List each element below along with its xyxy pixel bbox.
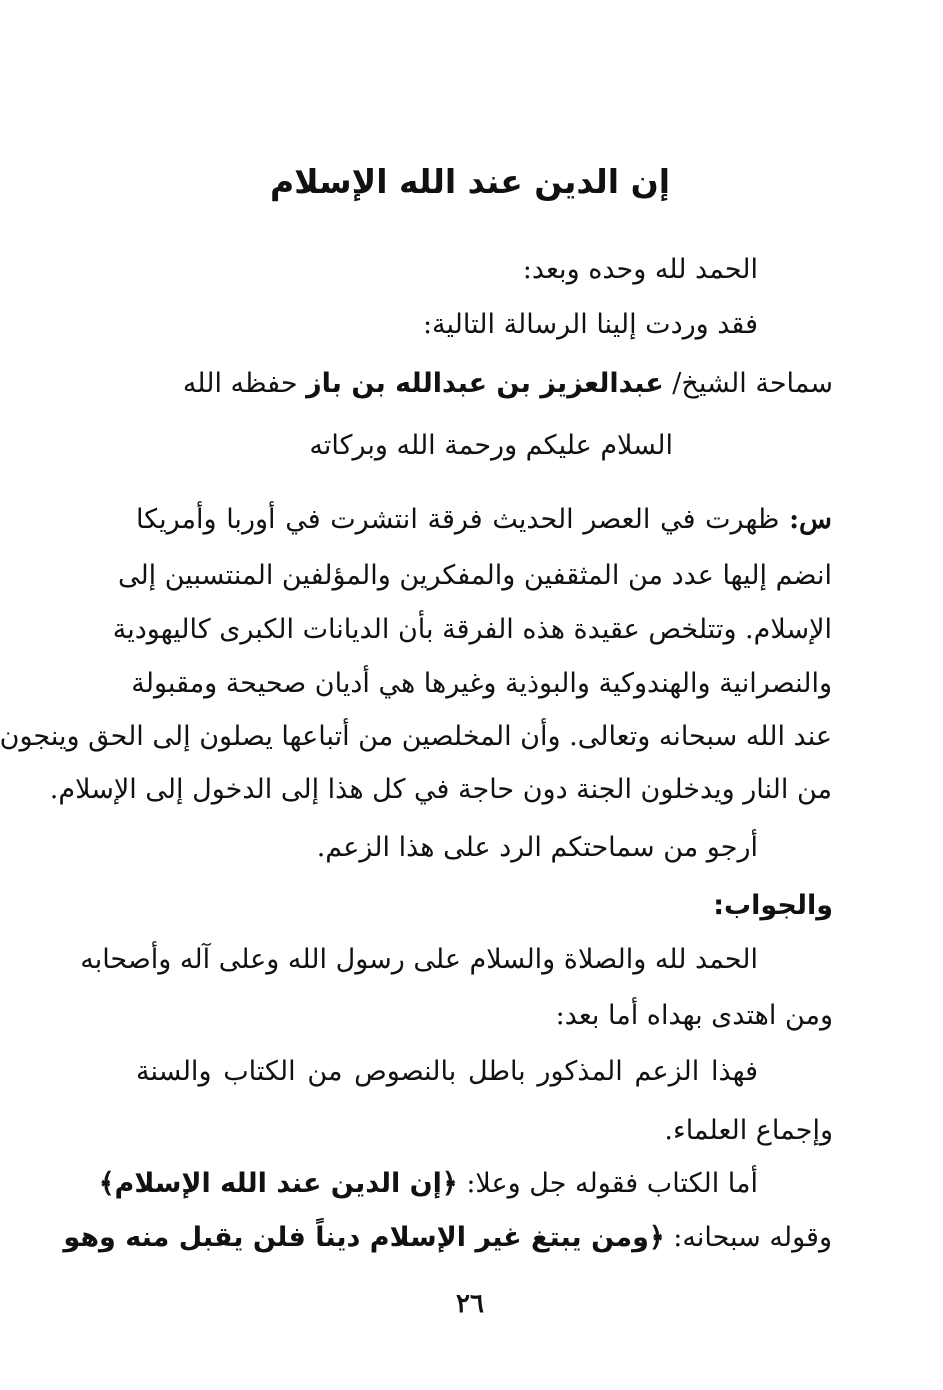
answer-line-4: وإجماع العلماء. (664, 1115, 833, 1146)
address-name: عبدالعزيز بن عبدالله بن باز (306, 368, 664, 399)
question-line-6: من النار ويدخلون الجنة دون حاجة في كل هذا إلى الدخول إلى الإسلام. (49, 774, 832, 805)
address-line (183, 364, 833, 404)
quran-verse-2: ﴿ومن يبتغ غير الإسلام ديناً فلن يقبل منه وهو (63, 1222, 665, 1253)
answer-line-6 (63, 1218, 832, 1258)
question-line-1-text: ظهرت في العصر الحديث فرقة انتشرت في أوربا وأمريكا (136, 504, 780, 535)
page-title: إن الدين عند الله الإسلام (269, 162, 671, 201)
address-suffix: حفظه الله (182, 368, 298, 399)
answer-heading: والجواب: (713, 890, 833, 921)
address-prefix: سماحة الشيخ/ (672, 368, 833, 399)
answer-line-1: الحمد لله والصلاة والسلام على رسول الله وعلى آله وأصحابه (80, 944, 758, 975)
answer-line-5 (99, 1164, 758, 1204)
answer-line-6-prefix: وقوله سبحانه: (673, 1222, 832, 1253)
question-line-7: أرجو من سماحتكم الرد على هذا الزعم. (316, 832, 758, 863)
question-line-4: والنصرانية والهندوكية والبوذية وغيرها هي أديان صحيحة ومقبولة (131, 668, 832, 699)
quran-verse-1: ﴿إن الدين عند الله الإسلام﴾ (98, 1168, 458, 1199)
answer-line-3: فهذا الزعم المذكور باطل بالنصوص من الكتاب والسنة (136, 1056, 758, 1087)
question-line-5: عند الله سبحانه وتعالى. وأن المخلصين من أتباعها يصلون إلى الحق وينجون (0, 721, 832, 752)
opening-line-1: الحمد لله وحده وبعد: (522, 254, 758, 285)
greeting-line: السلام عليكم ورحمة الله وبركاته (309, 430, 673, 461)
question-line-2: انضم إليها عدد من المثقفين والمفكرين والمؤلفين المنتسبين إلى (117, 560, 832, 591)
answer-line-5-prefix: أما الكتاب فقوله جل وعلا: (466, 1168, 758, 1199)
answer-line-2: ومن اهتدى بهداه أما بعد: (555, 1000, 833, 1031)
question-line-3: الإسلام. وتتلخص عقيدة هذه الفرقة بأن الديانات الكبرى كاليهودية (112, 614, 832, 645)
opening-line-2: فقد وردت إلينا الرسالة التالية: (422, 309, 758, 340)
question-marker: س: (789, 504, 832, 535)
question-line-1 (136, 500, 832, 540)
page-number: ٢٦ (456, 1289, 484, 1319)
